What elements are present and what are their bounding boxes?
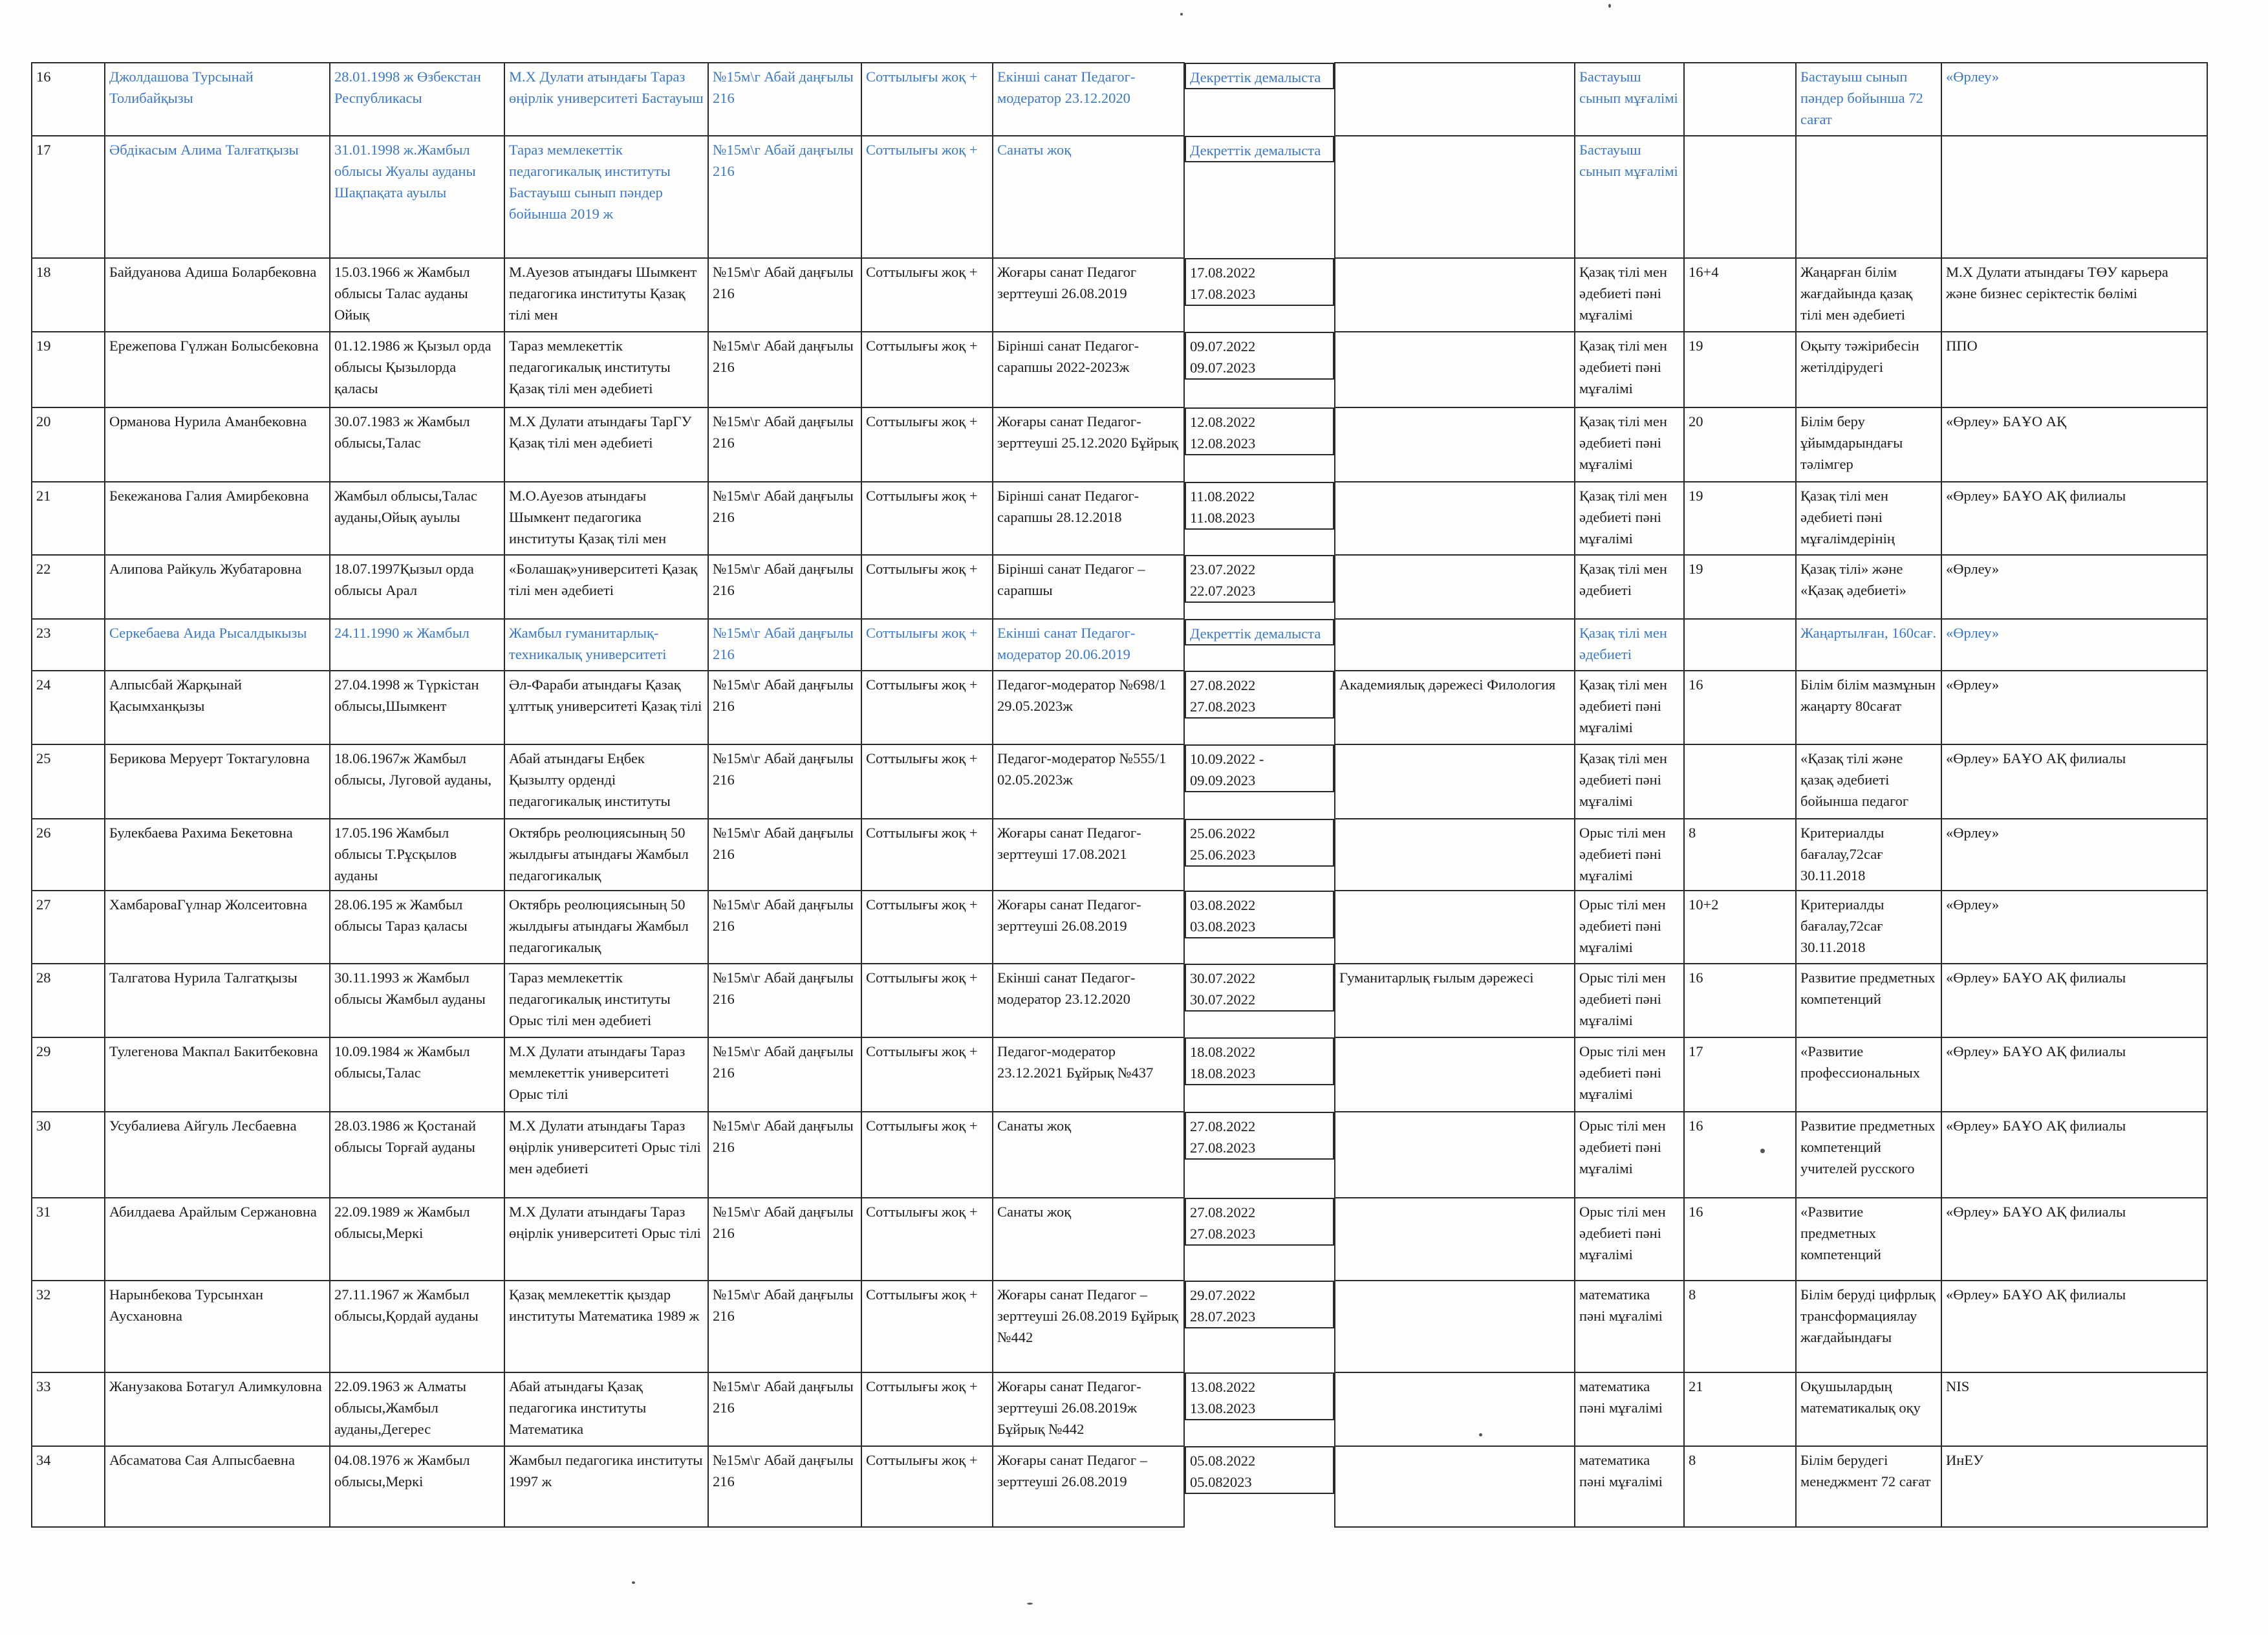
hours: 10+2 [1684,891,1796,964]
conviction-status: Соттылығы жоқ + [861,891,993,964]
row-number: 19 [32,332,105,407]
address: №15м\г Абай даңғылы 216 [708,332,861,407]
subject: Бастауыш сынып мұғалімі [1575,136,1684,258]
row-number: 32 [32,1281,105,1372]
attestation-dates: 11.08.2022 11.08.2023 [1185,482,1334,530]
row-number: 24 [32,671,105,744]
course-organizer: «Өрлеу» [1941,619,2207,671]
education-info: Абай атындағы Қазақ педагогика институты Математика [504,1372,708,1446]
scan-speck [632,1581,635,1584]
teacher-name: Абилдаева Арайлым Сержановна [105,1198,330,1281]
conviction-status: Соттылығы жоқ + [861,136,993,258]
attestation-dates: 05.08.2022 05.082023 [1185,1446,1334,1494]
address: №15м\г Абай даңғылы 216 [708,1281,861,1372]
table-row [32,744,2207,819]
conviction-status: Соттылығы жоқ + [861,1446,993,1527]
birth-info: 22.09.1963 ж Алматы облысы,Жамбыл ауданы,Дегерес [330,1372,504,1446]
address: №15м\г Абай даңғылы 216 [708,1112,861,1198]
hours: 19 [1684,482,1796,555]
hours: 21 [1684,1372,1796,1446]
academic-degree [1335,1281,1575,1372]
education-info: М.Х Дулати атындағы Тараз мемлекеттік университеті Орыс тілі [504,1037,708,1112]
qualification-category: Бірінші санат Педагог-сарапшы 28.12.2018 [993,482,1184,555]
attestation-dates: 23.07.2022 22.07.2023 [1185,555,1334,603]
qualification-category: Жоғары санат Педагог-зерттеуші 26.08.2019ж Бұйрық №442 [993,1372,1184,1446]
birth-info: Жамбыл облысы,Талас ауданы,Ойық ауылы [330,482,504,555]
qualification-category: Жоғары санат Педагог-зерттеуші 25.12.2020 Бұйрық [993,407,1184,482]
table-row [32,1112,2207,1198]
education-info: Октябрь реолюциясының 50 жылдығы атындағы Жамбыл педагогикалық [504,819,708,891]
scan-speck [1027,1603,1033,1605]
education-info: М.Х Дулати атындағы Тараз өңірлік университеті Орыс тілі мен әдебиеті [504,1112,708,1198]
row-number: 17 [32,136,105,258]
row-number: 29 [32,1037,105,1112]
course: «Қазақ тілі және қазақ әдебиеті бойынша педагог [1796,744,1941,819]
course-organizer: ППО [1941,332,2207,407]
qualification-category: Жоғары санат Педагог –зерттеуші 26.08.2019 [993,1446,1184,1527]
hours [1684,136,1796,258]
qualification-category: Екінші санат Педагог-модератор 23.12.2020 [993,63,1184,136]
address: №15м\г Абай даңғылы 216 [708,407,861,482]
row-number: 16 [32,63,105,136]
course-organizer: «Өрлеу» БАҰО АҚ филиалы [1941,1037,2207,1112]
address: №15м\г Абай даңғылы 216 [708,891,861,964]
course: Бастауыш сынып пәндер бойынша 72 сағат [1796,63,1941,136]
qualification-category: Педагог-модератор 23.12.2021 Бұйрық №437 [993,1037,1184,1112]
teachers-table [31,62,2208,1528]
course: Оқыту тәжірибесін жетілдірудегі [1796,332,1941,407]
education-info: Жамбыл гуманитарлық-техникалық университеті [504,619,708,671]
row-number: 27 [32,891,105,964]
subject: Қазақ тілі мен әдебиеті пәні мұғалімі [1575,332,1684,407]
row-number: 22 [32,555,105,619]
address: №15м\г Абай даңғылы 216 [708,619,861,671]
address: №15м\г Абай даңғылы 216 [708,63,861,136]
course: «Развитие профессиональных [1796,1037,1941,1112]
birth-info: 17.05.196 Жамбыл облысы Т.Рұсқылов ауданы [330,819,504,891]
course: Критериалды бағалау,72сағ 30.11.2018 [1796,891,1941,964]
hours: 19 [1684,555,1796,619]
course: Жаңартылған, 160сағ. [1796,619,1941,671]
course-organizer: NIS [1941,1372,2207,1446]
address: №15м\г Абай даңғылы 216 [708,555,861,619]
teacher-name: Джолдашова Турсынай Толибайқызы [105,63,330,136]
hours: 16 [1684,1198,1796,1281]
course-organizer: ИнЕУ [1941,1446,2207,1527]
course-organizer [1941,136,2207,258]
address: №15м\г Абай даңғылы 216 [708,482,861,555]
scan-speck [1608,4,1611,8]
subject: Орыс тілі мен әдебиеті пәні мұғалімі [1575,1112,1684,1198]
qualification-category: Санаты жоқ [993,136,1184,258]
table-body [32,63,2207,1527]
subject: Бастауыш сынып мұғалімі [1575,63,1684,136]
course: Критериалды бағалау,72сағ 30.11.2018 [1796,819,1941,891]
conviction-status: Соттылығы жоқ + [861,332,993,407]
course-organizer: «Өрлеу» [1941,63,2207,136]
conviction-status: Соттылығы жоқ + [861,63,993,136]
birth-info: 31.01.1998 ж.Жамбыл облысы Жуалы ауданы Шақпақата ауылы [330,136,504,258]
attestation-dates: 17.08.2022 17.08.2023 [1185,258,1334,306]
course-organizer: «Өрлеу» [1941,891,2207,964]
academic-degree [1335,744,1575,819]
hours: 16 [1684,1112,1796,1198]
education-info: Абай атындағы Еңбек Қызылту орденді педагогикалық институты [504,744,708,819]
conviction-status: Соттылығы жоқ + [861,744,993,819]
course: Оқушылардың математикалық оқу [1796,1372,1941,1446]
conviction-status: Соттылығы жоқ + [861,1037,993,1112]
conviction-status: Соттылығы жоқ + [861,482,993,555]
row-number: 23 [32,619,105,671]
table-row [32,332,2207,407]
qualification-category: Бірінші санат Педагог – сарапшы [993,555,1184,619]
qualification-category: Бірінші санат Педагог-сарапшы 2022-2023ж [993,332,1184,407]
course: Развитие предметных компетенций [1796,964,1941,1037]
birth-info: 10.09.1984 ж Жамбыл облысы,Талас [330,1037,504,1112]
academic-degree [1335,1112,1575,1198]
row-number: 33 [32,1372,105,1446]
attestation-dates: 27.08.2022 27.08.2023 [1185,1112,1334,1160]
table-row [32,1281,2207,1372]
teacher-name: Булекбаева Рахима Бекетовна [105,819,330,891]
education-info: Октябрь реолюциясының 50 жылдығы атындағы Жамбыл педагогикалық [504,891,708,964]
qualification-category: Педагог-модератор №698/1 29.05.2023ж [993,671,1184,744]
table-row [32,671,2207,744]
teacher-name: Орманова Нурила Аманбековна [105,407,330,482]
conviction-status: Соттылығы жоқ + [861,407,993,482]
subject: математика пәні мұғалімі [1575,1281,1684,1372]
teacher-name: Алпысбай Жарқынай Қасымханқызы [105,671,330,744]
hours [1684,619,1796,671]
course-organizer: «Өрлеу» БАҰО АҚ филиалы [1941,1198,2207,1281]
address: №15м\г Абай даңғылы 216 [708,819,861,891]
subject: Орыс тілі мен әдебиеті пәні мұғалімі [1575,1198,1684,1281]
table-row [32,1446,2207,1527]
attestation-dates: 09.07.2022 09.07.2023 [1185,332,1334,380]
teacher-name: Бекежанова Галия Амирбековна [105,482,330,555]
teacher-name: Тулегенова Макпал Бакитбековна [105,1037,330,1112]
birth-info: 27.04.1998 ж Түркістан облысы,Шымкент [330,671,504,744]
course-organizer: «Өрлеу» [1941,671,2207,744]
teacher-name: Серкебаева Аида Рысалдыкызы [105,619,330,671]
hours [1684,63,1796,136]
attestation-dates: 13.08.2022 13.08.2023 [1185,1372,1334,1420]
attestation-dates: Декреттік демалыста [1185,63,1334,89]
hours: 8 [1684,1281,1796,1372]
table-row [32,891,2207,964]
hours: 20 [1684,407,1796,482]
course-organizer: «Өрлеу» БАҰО АҚ филиалы [1941,1112,2207,1198]
teacher-name: Ережепова Гүлжан Болысбековна [105,332,330,407]
row-number: 18 [32,258,105,332]
academic-degree [1335,619,1575,671]
scan-speck [1760,1149,1765,1153]
education-info: Қазақ мемлекеттік қыздар институты Математика 1989 ж [504,1281,708,1372]
academic-degree [1335,555,1575,619]
table-row [32,555,2207,619]
qualification-category: Жоғары санат Педагог –зерттеуші 26.08.2019 Бұйрық №442 [993,1281,1184,1372]
subject: Қазақ тілі мен әдебиеті пәні мұғалімі [1575,744,1684,819]
row-number: 31 [32,1198,105,1281]
table-row [32,258,2207,332]
conviction-status: Соттылығы жоқ + [861,964,993,1037]
birth-info: 30.07.1983 ж Жамбыл облысы,Талас [330,407,504,482]
table-row [32,619,2207,671]
education-info: Әл-Фараби атындағы Қазақ ұлттық университеті Қазақ тілі [504,671,708,744]
attestation-dates: Декреттік демалыста [1185,136,1334,162]
education-info: Жамбыл педагогика институты 1997 ж [504,1446,708,1527]
conviction-status: Соттылығы жоқ + [861,555,993,619]
birth-info: 27.11.1967 ж Жамбыл облысы,Қордай ауданы [330,1281,504,1372]
course: Қазақ тілі мен әдебиеті пәні мұғалімдерінің [1796,482,1941,555]
row-number: 34 [32,1446,105,1527]
course-organizer: «Өрлеу» [1941,819,2207,891]
row-number: 20 [32,407,105,482]
teacher-name: Берикова Меруерт Токтагуловна [105,744,330,819]
subject: Қазақ тілі мен әдебиеті [1575,555,1684,619]
address: №15м\г Абай даңғылы 216 [708,744,861,819]
teacher-name: Әбдікасым Алима Талғатқызы [105,136,330,258]
table-row [32,1198,2207,1281]
attestation-dates: 12.08.2022 12.08.2023 [1185,407,1334,455]
academic-degree [1335,136,1575,258]
hours: 17 [1684,1037,1796,1112]
attestation-dates: 18.08.2022 18.08.2023 [1185,1037,1334,1085]
row-number: 21 [32,482,105,555]
birth-info: 15.03.1966 ж Жамбыл облысы Талас ауданы Ойық [330,258,504,332]
conviction-status: Соттылығы жоқ + [861,819,993,891]
address: №15м\г Абай даңғылы 216 [708,258,861,332]
attestation-dates: 10.09.2022 - 09.09.2023 [1185,744,1334,792]
conviction-status: Соттылығы жоқ + [861,1372,993,1446]
address: №15м\г Абай даңғылы 216 [708,671,861,744]
academic-degree [1335,819,1575,891]
academic-degree [1335,1372,1575,1446]
academic-degree [1335,407,1575,482]
academic-degree: Академиялық дәрежесі Филология [1335,671,1575,744]
education-info: Тараз мемлекеттік педагогикалық институты Орыс тілі мен әдебиеті [504,964,708,1037]
subject: Орыс тілі мен әдебиеті пәні мұғалімі [1575,819,1684,891]
teacher-name: Байдуанова Адиша Боларбековна [105,258,330,332]
birth-info: 04.08.1976 ж Жамбыл облысы,Меркі [330,1446,504,1527]
academic-degree [1335,63,1575,136]
hours: 16+4 [1684,258,1796,332]
birth-info: 01.12.1986 ж Қызыл орда облысы Қызылорда қаласы [330,332,504,407]
education-info: М.Х Дулати атындағы Тараз өңірлік университеті Орыс тілі [504,1198,708,1281]
attestation-dates: 29.07.2022 28.07.2023 [1185,1281,1334,1328]
attestation-dates: 30.07.2022 30.07.2022 [1185,964,1334,1012]
attestation-dates: 25.06.2022 25.06.2023 [1185,819,1334,867]
address: №15м\г Абай даңғылы 216 [708,1198,861,1281]
hours: 19 [1684,332,1796,407]
hours: 8 [1684,819,1796,891]
conviction-status: Соттылығы жоқ + [861,1198,993,1281]
qualification-category: Жоғары санат Педагог зерттеуші 26.08.2019 [993,258,1184,332]
hours: 8 [1684,1446,1796,1527]
birth-info: 28.03.1986 ж Қостанай облысы Торғай ауданы [330,1112,504,1198]
subject: математика пәні мұғалімі [1575,1372,1684,1446]
subject: Қазақ тілі мен әдебиеті пәні мұғалімі [1575,407,1684,482]
table-row [32,63,2207,136]
attestation-dates: 27.08.2022 27.08.2023 [1185,671,1334,719]
table-row [32,482,2207,555]
row-number: 26 [32,819,105,891]
education-info: Тараз мемлекеттік педагогикалық институты Қазақ тілі мен әдебиеті [504,332,708,407]
birth-info: 18.07.1997Қызыл орда облысы Арал [330,555,504,619]
academic-degree: Гуманитарлық ғылым дәрежесі [1335,964,1575,1037]
education-info: М.Х Дулати атындағы Тараз өңірлік университеті Бастауыш [504,63,708,136]
hours: 16 [1684,964,1796,1037]
table-row [32,1372,2207,1446]
subject: Қазақ тілі мен әдебиеті пәні мұғалімі [1575,258,1684,332]
teacher-name: Нарынбекова Турсынхан Аусхановна [105,1281,330,1372]
scan-speck [1180,13,1183,16]
conviction-status: Соттылығы жоқ + [861,258,993,332]
teacher-name: Талгатова Нурила Талгатқызы [105,964,330,1037]
course-organizer: «Өрлеу» БАҰО АҚ филиалы [1941,744,2207,819]
conviction-status: Соттылығы жоқ + [861,1281,993,1372]
teacher-name: Абсаматова Сая Алпысбаевна [105,1446,330,1527]
academic-degree [1335,482,1575,555]
qualification-category: Санаты жоқ [993,1198,1184,1281]
course-organizer: «Өрлеу» БАҰО АҚ филиалы [1941,482,2207,555]
subject: Қазақ тілі мен әдебиеті пәні мұғалімі [1575,482,1684,555]
qualification-category: Жоғары санат Педагог-зерттеуші 26.08.2019 [993,891,1184,964]
address: №15м\г Абай даңғылы 216 [708,1037,861,1112]
table-row [32,407,2207,482]
course: Развитие предметных компетенций учителей русского [1796,1112,1941,1198]
subject: Орыс тілі мен әдебиеті пәні мұғалімі [1575,1037,1684,1112]
hours [1684,744,1796,819]
address: №15м\г Абай даңғылы 216 [708,964,861,1037]
subject: Орыс тілі мен әдебиеті пәні мұғалімі [1575,891,1684,964]
education-info: М.Х Дулати атындағы ТарГУ Қазақ тілі мен әдебиеті [504,407,708,482]
subject: Орыс тілі мен әдебиеті пәні мұғалімі [1575,964,1684,1037]
subject: Қазақ тілі мен әдебиеті пәні мұғалімі [1575,671,1684,744]
course: Білім білім мазмұнын жаңарту 80сағат [1796,671,1941,744]
birth-info: 28.06.195 ж Жамбыл облысы Тараз қаласы [330,891,504,964]
qualification-category: Екінші санат Педагог-модератор 20.06.2019 [993,619,1184,671]
course: Білім беру ұйымдарындағы тәлімгер [1796,407,1941,482]
teacher-name: ХамбароваГүлнар Жолсеитовна [105,891,330,964]
course-organizer: «Өрлеу» БАҰО АҚ филиалы [1941,1281,2207,1372]
scan-speck [1479,1433,1482,1436]
course: Жаңарған білім жағдайында қазақ тілі мен әдебиеті [1796,258,1941,332]
teacher-name: Алипова Райкуль Жубатаровна [105,555,330,619]
hours: 16 [1684,671,1796,744]
education-info: М.Ауезов атындағы Шымкент педагогика институты Қазақ тілі мен [504,258,708,332]
qualification-category: Жоғары санат Педагог-зерттеуші 17.08.2021 [993,819,1184,891]
course-organizer: «Өрлеу» БАҰО АҚ филиалы [1941,964,2207,1037]
qualification-category: Екінші санат Педагог-модератор 23.12.2020 [993,964,1184,1037]
academic-degree [1335,1198,1575,1281]
subject: Қазақ тілі мен әдебиеті [1575,619,1684,671]
conviction-status: Соттылығы жоқ + [861,619,993,671]
table-row [32,819,2207,891]
birth-info: 18.06.1967ж Жамбыл облысы, Луговой ауданы, [330,744,504,819]
birth-info: 30.11.1993 ж Жамбыл облысы Жамбыл ауданы [330,964,504,1037]
attestation-dates: Декреттік демалыста [1185,619,1334,645]
course-organizer: М.Х Дулати атындағы ТӨУ карьера және бизнес серіктестік бөлімі [1941,258,2207,332]
address: №15м\г Абай даңғылы 216 [708,1446,861,1527]
qualification-category: Санаты жоқ [993,1112,1184,1198]
attestation-dates: 27.08.2022 27.08.2023 [1185,1198,1334,1246]
subject: математика пәні мұғалімі [1575,1446,1684,1527]
birth-info: 28.01.1998 ж Өзбекстан Республикасы [330,63,504,136]
attestation-dates: 03.08.2022 03.08.2023 [1185,891,1334,938]
course: «Развитие предметных компетенций [1796,1198,1941,1281]
academic-degree [1335,258,1575,332]
row-number: 28 [32,964,105,1037]
qualification-category: Педагог-модератор №555/1 02.05.2023ж [993,744,1184,819]
conviction-status: Соттылығы жоқ + [861,1112,993,1198]
course: Қазақ тілі» және «Қазақ әдебиеті» [1796,555,1941,619]
birth-info: 24.11.1990 ж Жамбыл [330,619,504,671]
course: Білім берудегі менеджмент 72 сағат [1796,1446,1941,1527]
academic-degree [1335,332,1575,407]
conviction-status: Соттылығы жоқ + [861,671,993,744]
table-row [32,136,2207,258]
education-info: М.О.Ауезов атындағы Шымкент педагогика институты Қазақ тілі мен [504,482,708,555]
table-row [32,964,2207,1037]
birth-info: 22.09.1989 ж Жамбыл облысы,Меркі [330,1198,504,1281]
course-organizer: «Өрлеу» БАҰО АҚ [1941,407,2207,482]
table-row [32,1037,2207,1112]
course-organizer: «Өрлеу» [1941,555,2207,619]
course [1796,136,1941,258]
address: №15м\г Абай даңғылы 216 [708,136,861,258]
teacher-name: Жанузакова Ботагул Алимкуловна [105,1372,330,1446]
row-number: 30 [32,1112,105,1198]
course: Білім беруді цифрлық трансформациялау жағдайындағы [1796,1281,1941,1372]
teacher-name: Усубалиева Айгуль Лесбаевна [105,1112,330,1198]
education-info: «Болашақ»университеті Қазақ тілі мен әдебиеті [504,555,708,619]
academic-degree [1335,1446,1575,1527]
academic-degree [1335,1037,1575,1112]
education-info: Тараз мемлекеттік педагогикалық институты Бастауыш сынып пәндер бойынша 2019 ж [504,136,708,258]
row-number: 25 [32,744,105,819]
academic-degree [1335,891,1575,964]
address: №15м\г Абай даңғылы 216 [708,1372,861,1446]
